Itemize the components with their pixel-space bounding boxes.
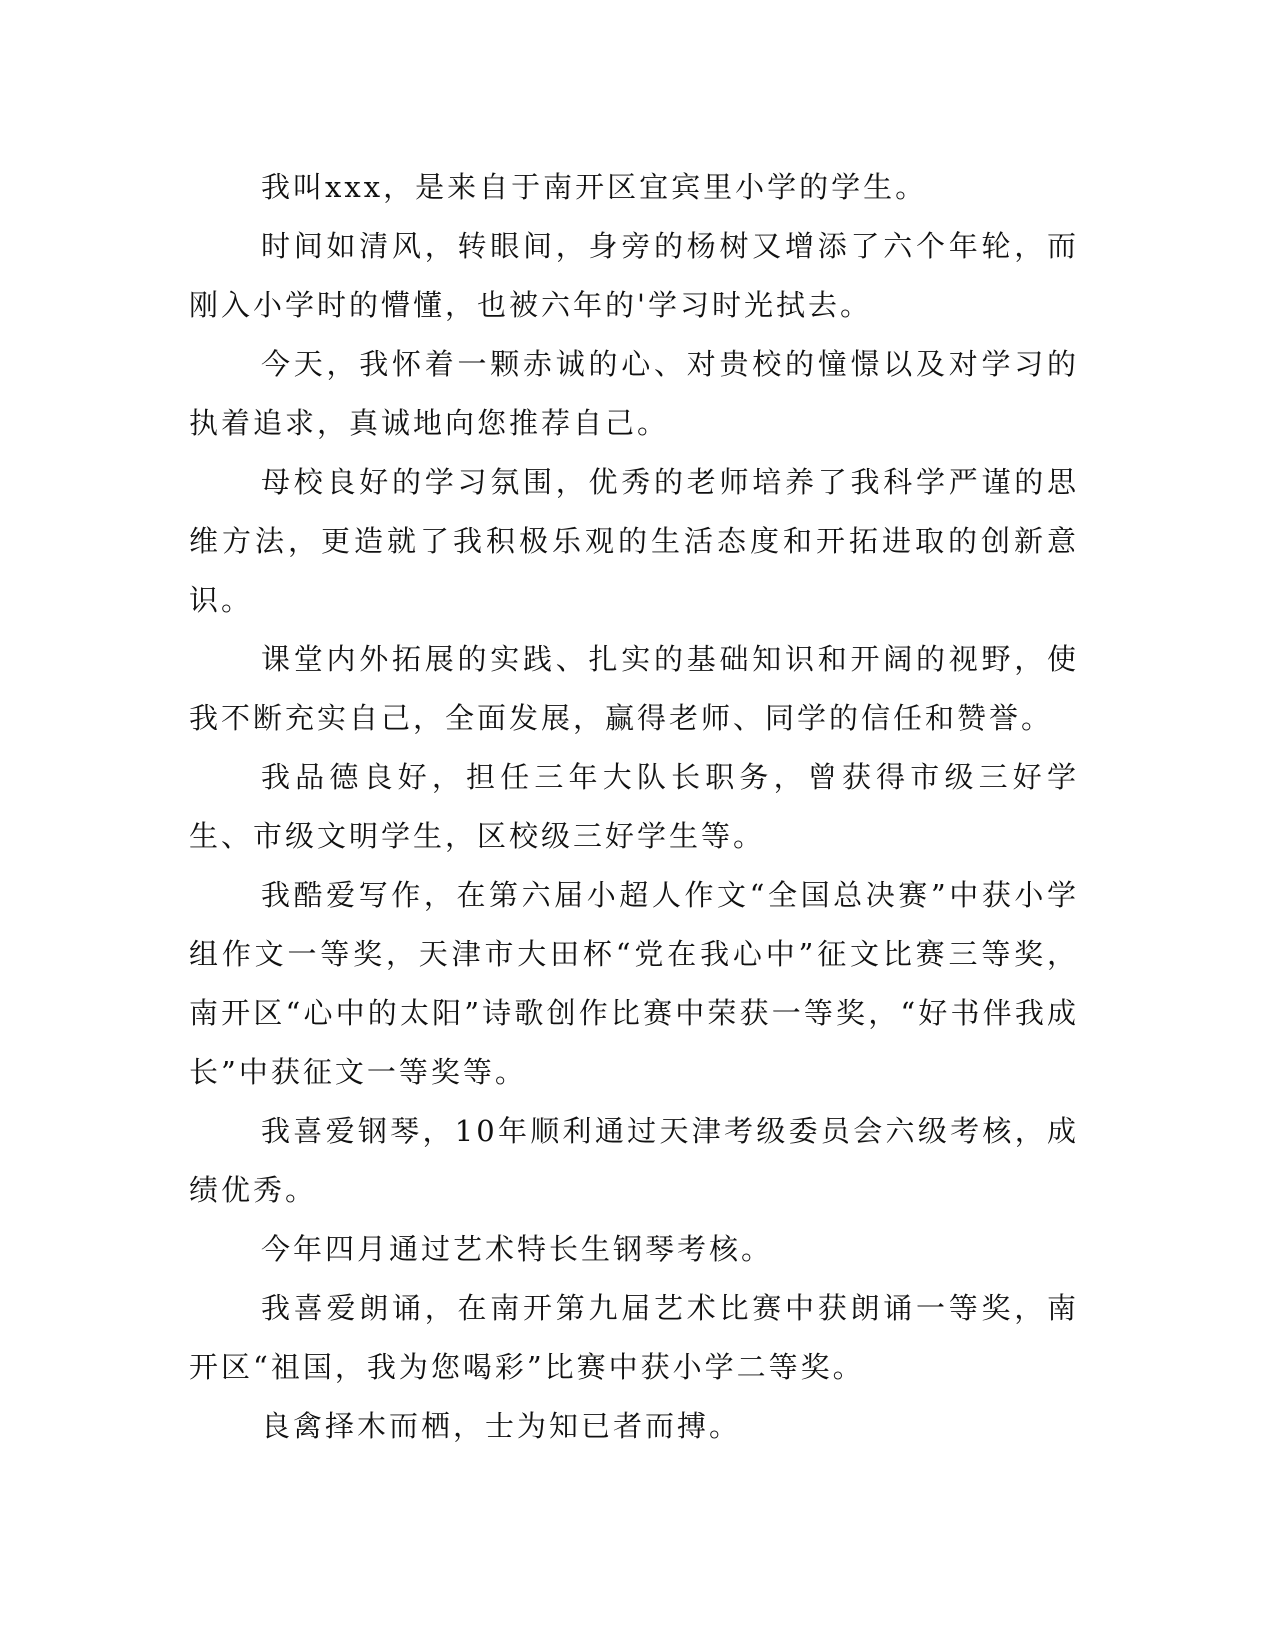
paragraph-intro: 我叫xxx，是来自于南开区宜宾里小学的学生。 — [261, 170, 928, 204]
document-body — [189, 158, 1079, 1456]
paragraph-character: 我品德良好，担任三年大队长职务，曾获得市级三好学生、市级文明学生，区校级三好学生等。 — [189, 760, 1079, 853]
paragraph-recommendation: 今天，我怀着一颗赤诚的心、对贵校的憧憬以及对学习的执着追求，真诚地向您推荐自己。 — [189, 347, 1079, 440]
paragraph-piano-exam: 今年四月通过艺术特长生钢琴考核。 — [261, 1232, 774, 1266]
paragraph-writing: 我酷爱写作，在第六届小超人作文“全国总决赛”中获小学组作文一等奖，天津市大田杯“党在我心中”征文比赛三等奖，南开区“心中的太阳”诗歌创作比赛中荣获一等奖，“好书伴我成长”中获征文一等奖等。 — [189, 878, 1079, 1089]
paragraph-piano: 我喜爱钢琴，10年顺利通过天津考级委员会六级考核，成绩优秀。 — [189, 1114, 1079, 1207]
paragraph-time: 时间如清风，转眼间，身旁的杨树又增添了六个年轮，而刚入小学时的懵懂，也被六年的'学习时光拭去。 — [189, 229, 1079, 322]
paragraph-closing: 良禽择木而栖，士为知已者而搏。 — [261, 1409, 742, 1443]
paragraph-classroom: 课堂内外拓展的实践、扎实的基础知识和开阔的视野，使我不断充实自己，全面发展，赢得老师、同学的信任和赞誉。 — [189, 642, 1079, 735]
paragraph-school: 母校良好的学习氛围，优秀的老师培养了我科学严谨的思维方法，更造就了我积极乐观的生活态度和开拓进取的创新意识。 — [189, 465, 1079, 617]
paragraph-recitation: 我喜爱朗诵，在南开第九届艺术比赛中获朗诵一等奖，南开区“祖国，我为您喝彩”比赛中获小学二等奖。 — [189, 1291, 1079, 1384]
